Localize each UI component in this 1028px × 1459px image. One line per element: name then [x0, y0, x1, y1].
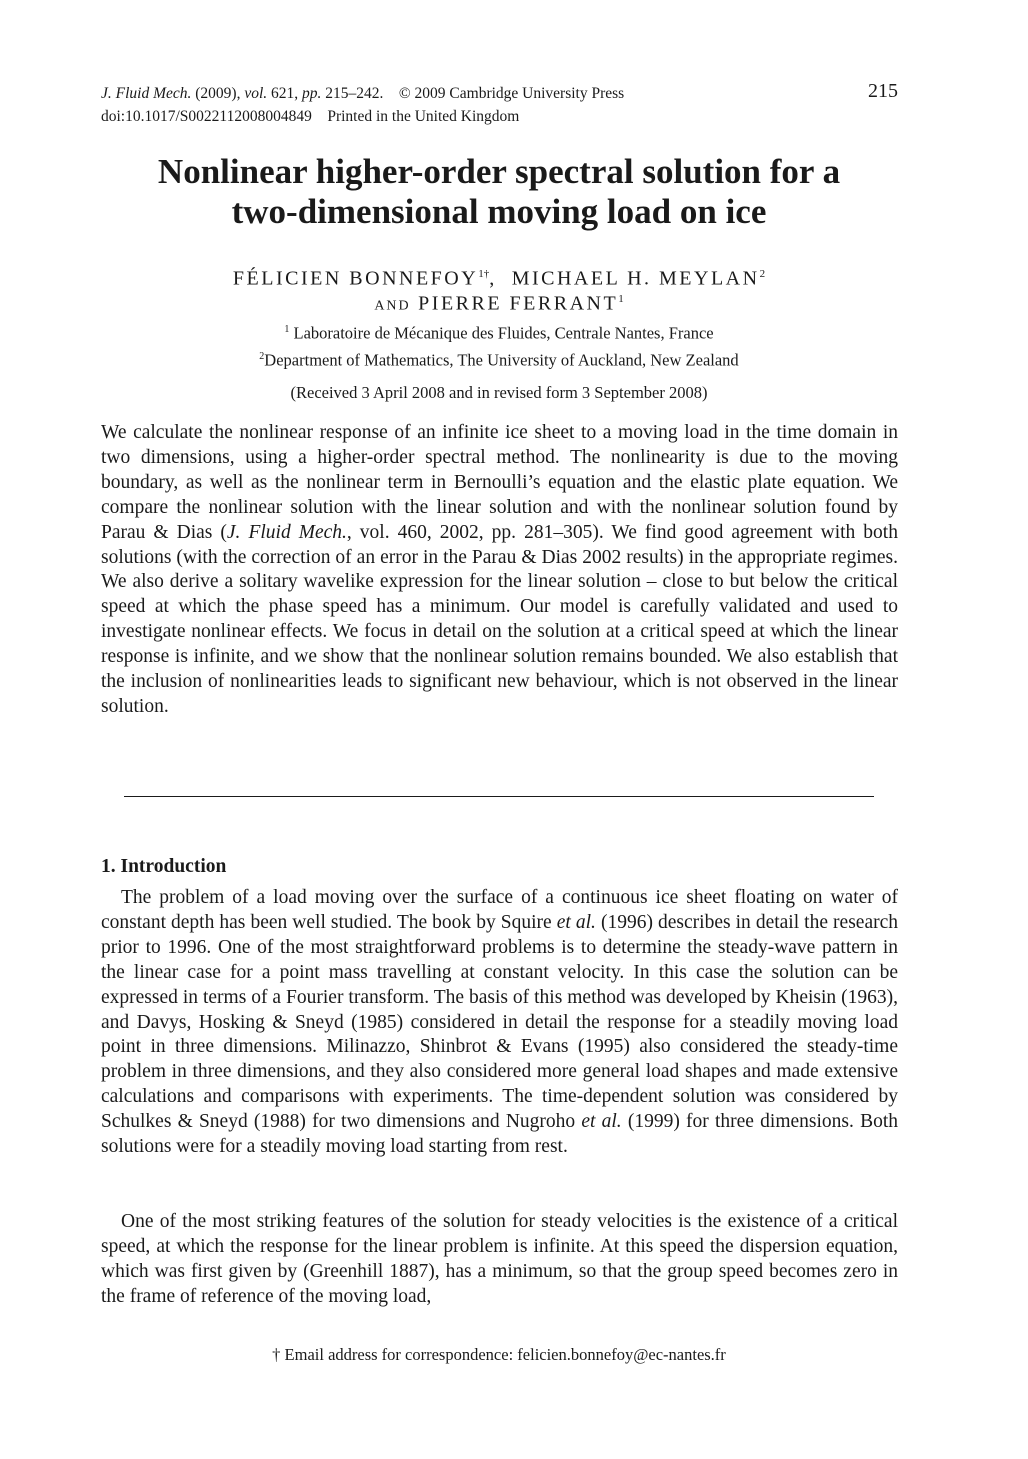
journal-header-line2 — [101, 106, 519, 128]
journal-year: (2009), — [195, 85, 241, 102]
journal-name: J. Fluid Mech. — [101, 85, 192, 102]
author-2: MICHAEL H. MEYLAN — [511, 267, 760, 290]
author-1-affil: 1† — [478, 268, 490, 280]
journal-header-line1 — [101, 83, 624, 105]
doi: doi:10.1017/S0022112008004849 — [101, 108, 312, 125]
authors-line-2 — [80, 287, 918, 319]
author-2-affil: 2 — [759, 268, 766, 280]
authors-line-1: FÉLICIEN $BONNEFOY^{1\dagger}$, MICHAEL H. MEYLAN$^2$ — [232, 267, 766, 290]
and-word: AND — [374, 298, 411, 314]
intro-paragraph-2: One of the most striking features of the solution for steady velocities is the existence of a critical speed, at which the response for the linear problem is infinite. At this speed the dispersion equation, which was first given by (Greenhill 1887), has a minimum, so that the group speed becomes zero in the frame of reference of the moving load, — [101, 1211, 898, 1307]
printed-note: Printed in the United Kingdom — [327, 108, 520, 125]
copyright: © 2009 Cambridge University Press — [398, 85, 625, 102]
footnote: † Email address for correspondence: felicien.bonnefoy@ec-nantes.fr — [272, 1345, 726, 1364]
abstract: We calculate the nonlinear response of an infinite ice sheet to a moving load in the time domain in two dimensions, using a higher-order spectral method. The nonlinearity is due to the moving boundary, as well as the nonlinear term in Bernoulli’s equation and the elastic plate equation. We compare the nonlinear solution with the linear solution and with the nonlinear solution found by Parau & Dias (J. Fluid Mech., vol. 460, 2002, pp. 281–305). We find good agreement with both solutions (with the correction of an error in the Parau & Dias 2002 results) in the appropriate regimes. We also derive a solitary wavelike expression for the linear solution – close to but below the critical speed at which the phase speed has a minimum. Our model is carefully validated and used to investigate nonlinear effects. We focus in detail on the solution at a critical speed at which the linear response is infinite, and we show that the nonlinear solution remains bounded. We also establish that the inclusion of nonlinearities leads to significant new behaviour, which is not observed in the linear solution. — [101, 422, 898, 717]
received-dates: (Received 3 April 2008 and in revised form 3 September 2008) — [290, 383, 708, 402]
author-3-affil: 1 — [618, 293, 624, 305]
pages: 215–242. — [325, 85, 384, 102]
title-line-1: Nonlinear higher-order spectral solution for a — [157, 152, 841, 191]
author-1: FÉLICIEN BONNEFOY — [232, 267, 479, 290]
pages-label: pp. — [302, 85, 322, 102]
section-heading: 1. Introduction — [101, 856, 227, 877]
affiliation-1: $^1$ Laboratoire de Mécanique des Fluides, Centrale Nantes, France — [284, 323, 714, 343]
author-3: PIERRE FERRANT — [418, 292, 619, 315]
abstract-divider — [124, 796, 874, 797]
volume-label: vol. — [244, 85, 268, 102]
page-number: 215 — [868, 80, 898, 102]
volume: 621, — [271, 85, 299, 102]
intro-paragraph-1: The problem of a load moving over the surface of a continuous ice sheet floating on water of constant depth has been well studied. The book by Squire et al. (1996) describes in detail the research prior to 1996. One of the most straightforward problems is to determine the steady-wave pattern in the linear case for a point mass travelling at constant velocity. In this case the solution can be expressed in terms of a Fourier transform. The basis of this method was developed by Kheisin (1963), and Davys, Hosking & Sneyd (1985) considered in detail the response for a steadily moving load point in three dimensions. Milinazzo, Shinbrot & Evans (1995) also considered the steady-time problem in three dimensions, and they also considered more general load shapes and made extensive calculations and comparisons with experiments. The time-dependent solution was considered by Schulkes & Sneyd (1988) for two dimensions and Nugroho et al. (1999) for three dimensions. Both solutions were for a steadily moving load starting from rest. — [101, 887, 898, 1158]
paper-title — [80, 152, 918, 232]
title-line-2: two-dimensional moving load on ice — [231, 192, 767, 231]
affiliation-2: $^2$Department of Mathematics, The University of Auckland, New Zealand — [259, 350, 739, 370]
abstract-journal-ref: J. Fluid Mech. — [226, 521, 347, 543]
